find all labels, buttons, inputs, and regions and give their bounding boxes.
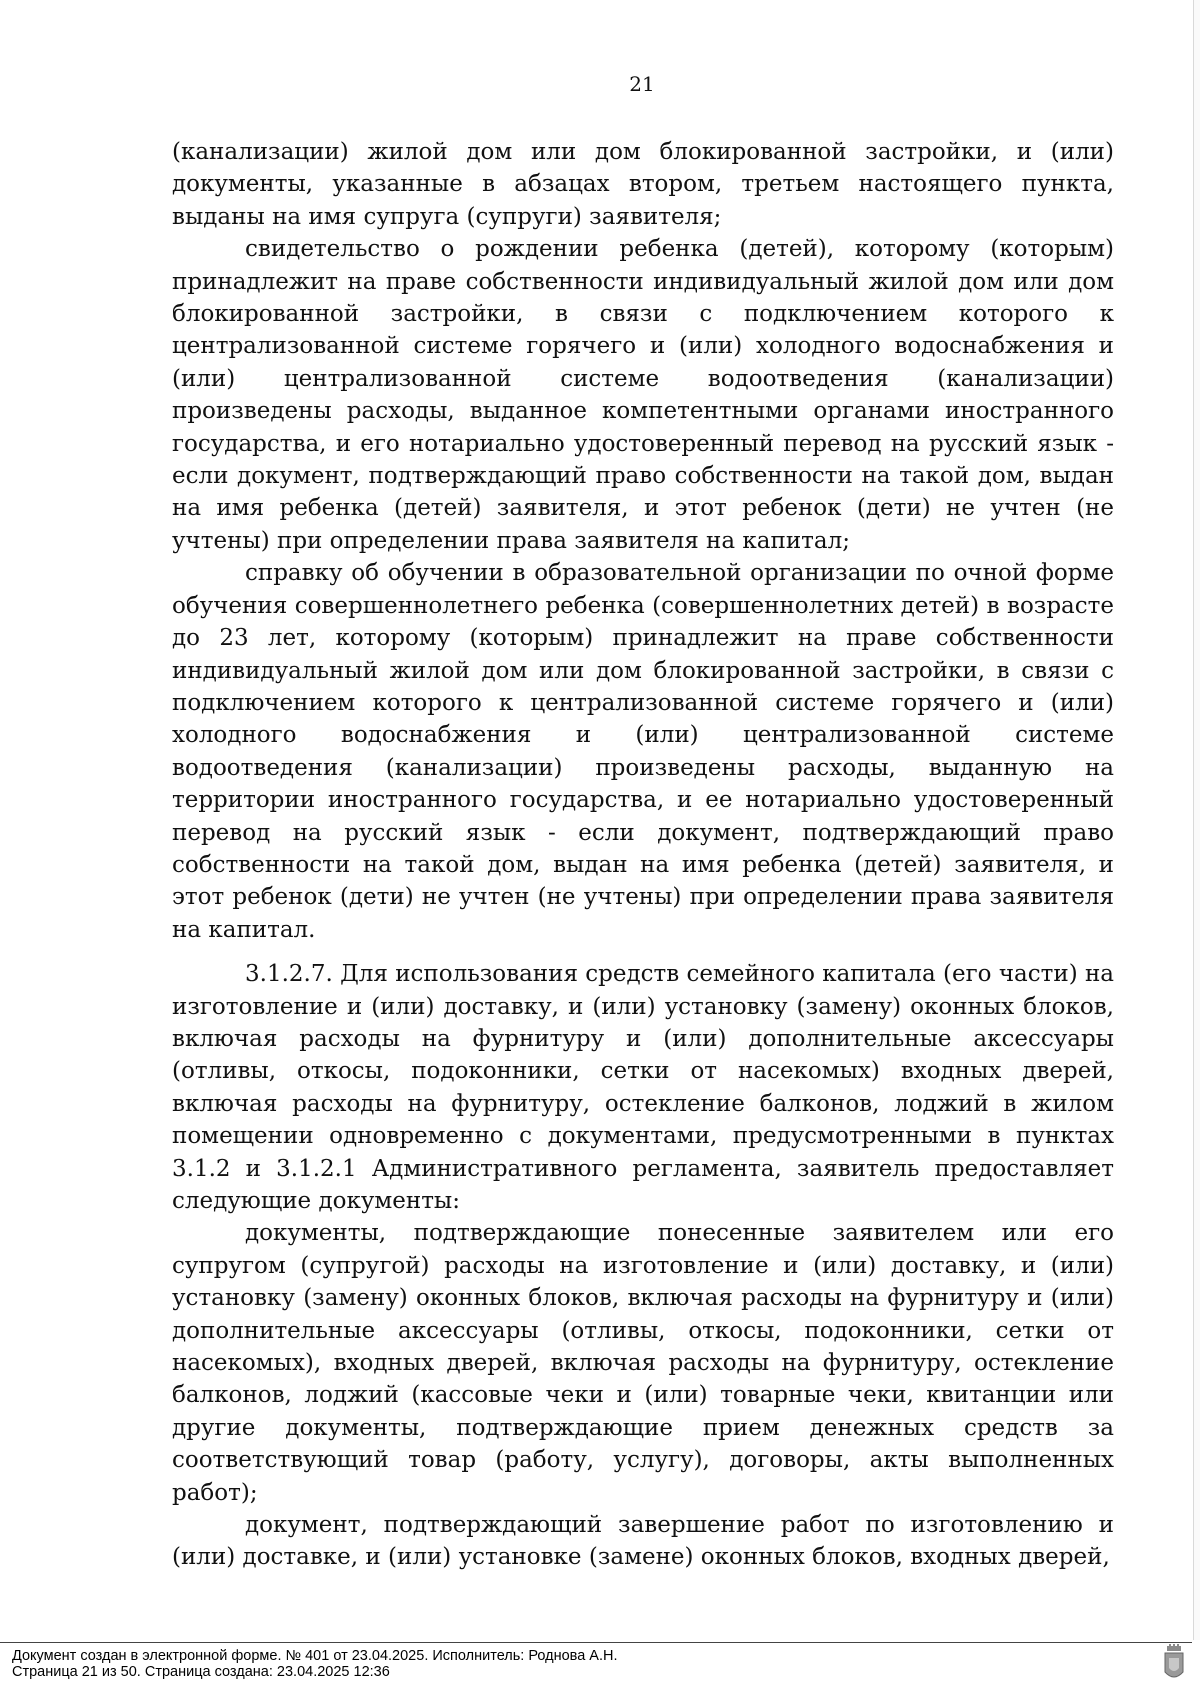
page-number: 21 <box>629 72 655 96</box>
page-edge <box>1193 0 1200 1640</box>
paragraph-birth-certificate: свидетельство о рождении ребенка (детей), которому (которым) принадлежит на праве собственности индивидуальный жилой дом или дом блокированной застройки, в связи с подключением которого к централизованной системе горячего и (или) холодного водоснабжения и (или) централизованной системе водоотведения (канализации) произведены расходы, выданное компетентными органами иностранного государства, и его нотариально удостоверенный перевод на русский язык - если документ, подтверждающий право собственности на такой дом, выдан на имя ребенка (детей) заявителя, и этот ребенок (дети) не учтен (не учтены) при определении права заявителя на капитал; <box>172 236 1114 554</box>
paragraph-section-3-1-2-7: 3.1.2.7. Для использования средств семейного капитала (его части) на изготовление и (или) доставку, и (или) установку (замену) оконных блоков, включая расходы на фурнитуру и (или) дополнительные аксессуары (отливы, откосы, подоконники, сетки от насекомых) входных дверей, включая расходы на фурнитуру, остекление балконов, лоджий в жилом помещении одновременно с документами, предусмотренными в пунктах 3.1.2 и 3.1.2.1 Административного регламента, заявитель предоставляет следующие документы: <box>172 961 1115 1214</box>
paragraph-education-certificate: справку об обучении в образовательной организации по очной форме обучения совершеннолетнего ребенка (совершеннолетних детей) в возрасте до 23 лет, которому (которым) принадлежит на праве собственности индивидуальный жилой дом или дом блокированной застройки, в связи с подключением которого к централизованной системе горячего и (или) холодного водоснабжения и (или) централизованной системе водоотведения (канализации) произведены расходы, выданную на территории иностранного государства, и ее нотариально удостоверенный перевод на русский язык - если документ, подтверждающий право собственности на такой дом, выдан на имя ребенка (детей) заявителя, и этот ребенок (дети) не учтен (не учтены) при определении права заявителя на капитал. <box>172 560 1114 943</box>
document-body <box>172 136 1114 1574</box>
paragraph-expense-documents: документы, подтверждающие понесенные заявителем или его супругом (супругой) расходы на изготовление и (или) доставку, и (или) установку (замену) оконных блоков, включая расходы на фурнитуру и (или) дополнительные аксессуары (отливы, откосы, подоконники, сетки от насекомых), входных дверей, включая расходы на фурнитуру, остекление балконов, лоджий (кассовые чеки и (или) товарные чеки, квитанции или другие документы, подтверждающие прием денежных средств за соответствующий товар (работу, услугу), договоры, акты выполненных работ); <box>172 1220 1114 1506</box>
footer <box>12 1648 618 1680</box>
paragraph-completion-document: документ, подтверждающий завершение работ по изготовлению и (или) доставке, и (или) установке (замене) оконных блоков, входных дверей, <box>172 1512 1114 1571</box>
footer-divider <box>0 1642 1192 1643</box>
footer-line-page: Страница 21 из 50. Страница создана: 23.04.2025 12:36 <box>12 1664 390 1680</box>
footer-line-document: Документ создан в электронной форме. № 401 от 23.04.2025. Исполнитель: Роднова А.Н. <box>12 1648 618 1664</box>
paragraph-continuation: (канализации) жилой дом или дом блокированной застройки, и (или) документы, указанные в абзацах втором, третьем настоящего пункта, выданы на имя супруга (супруги) заявителя; <box>172 139 1114 230</box>
coat-of-arms-icon <box>1162 1644 1186 1684</box>
